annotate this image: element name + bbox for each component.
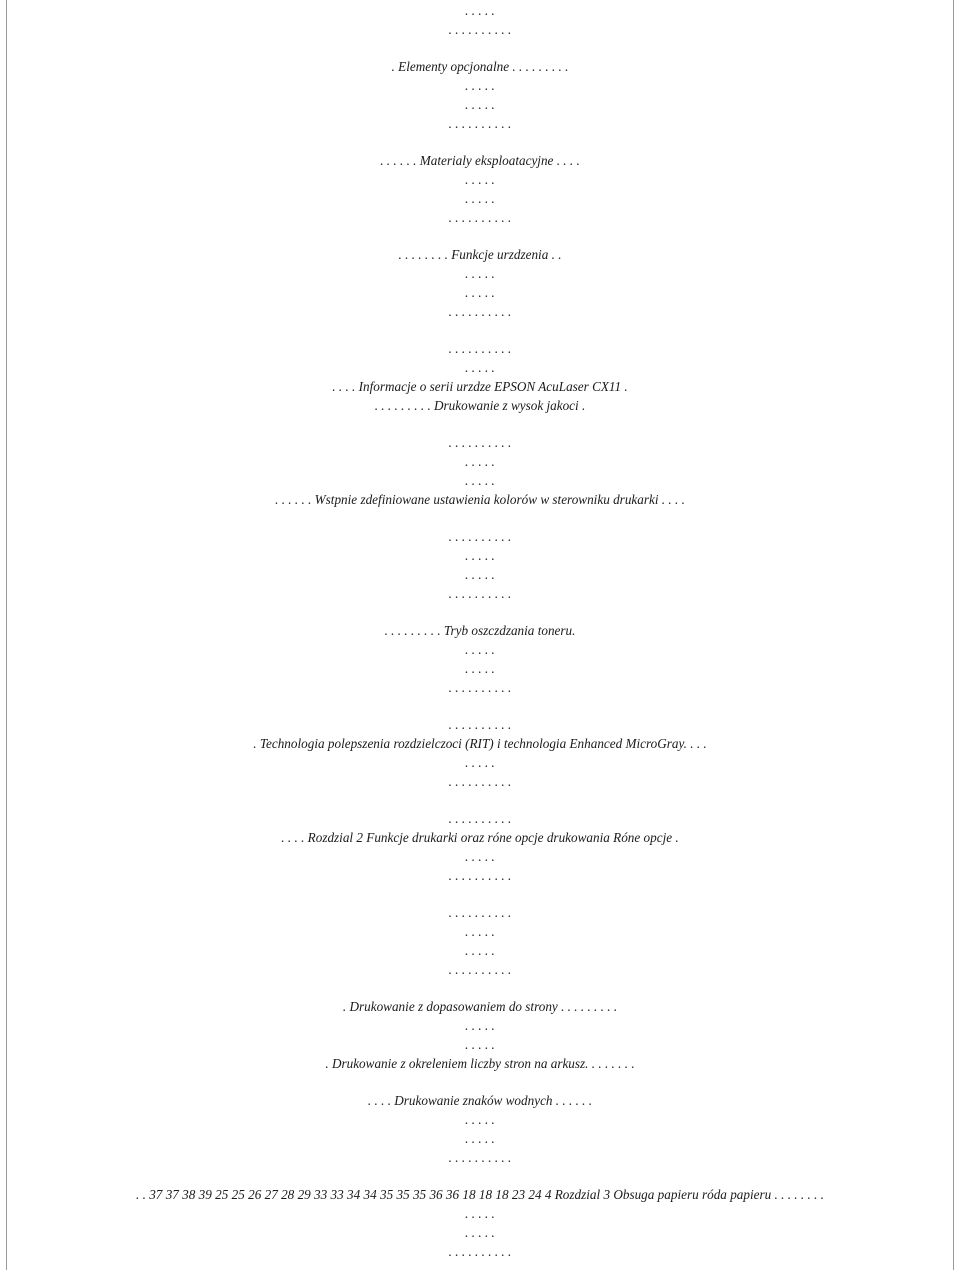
toc-line: . . . . Drukowanie znaków wodnych . . . . . . [367,1093,593,1109]
toc-line: . . . . . [465,642,495,658]
toc-line: . Drukowanie z dopasowaniem do strony . . . . . . . . . [342,999,618,1015]
toc-line: . Elementy opcjonalne . . . . . . . . . [391,59,569,75]
table-of-contents [0,2,960,1261]
toc-line: . . . . . . . . . . [448,867,512,883]
toc-line: . . . . . . . . . . [448,961,512,977]
toc-line: . . . . . . . . . . [448,679,512,695]
toc-line: . . . . . . . . . . [448,905,512,921]
toc-line: . . . . . [465,1130,495,1146]
toc-line: . . . . . . . . . . [448,717,512,733]
toc-line [0,40,960,59]
toc-line: . . . . . [465,1036,495,1052]
toc-line: . . . . . [465,566,495,582]
toc-line: . . . . . . . . . . [448,585,512,601]
toc-line [0,134,960,153]
toc-line: . . . . . . . . . Drukowanie z wysok jakoci . [374,397,586,413]
toc-line [0,228,960,247]
toc-line: . . . . . [465,78,495,94]
toc-line: . . . . . [465,454,495,470]
toc-line: . Technologia polepszenia rozdzielczoci (RIT) i technologia Enhanced MicroGray. . . . [253,736,707,752]
toc-line: . . . . . [465,1018,495,1034]
toc-line: . . . . . . . . . . [448,303,512,319]
toc-line [0,604,960,623]
toc-line: . . . . . [465,266,495,282]
toc-line: . . . . . [465,924,495,940]
toc-line: . . . . . [465,754,495,770]
toc-line: . . . . . [465,360,495,376]
toc-line: . . . . . . . . . Tryb oszczdzania toneru. [384,623,576,639]
toc-line [0,885,960,904]
toc-line [0,697,960,716]
toc-line [0,1167,960,1186]
toc-line: . . . . Rozdzial 2 Funkcje drukarki oraz róne opcje drukowania Róne opcje . [281,830,679,846]
toc-line [0,791,960,810]
toc-line: . Drukowanie z okreleniem liczby stron na arkusz. . . . . . . . [325,1055,635,1071]
toc-line: . . . . . . . . . . [448,1243,512,1259]
toc-line [0,1073,960,1092]
toc-line: . . . . . . . . . . [448,811,512,827]
toc-line: . . . . . [465,848,495,864]
toc-line: . . . . . . Wstpnie zdefiniowane ustawienia kolorów w sterowniku drukarki . . . . [275,491,685,507]
toc-line: . . . . . . Materialy eksploatacyjne . . . . [380,153,580,169]
toc-line: . . . . . . . . . . [448,209,512,225]
toc-line: . . . . . [465,942,495,958]
toc-line: . . . . . [465,548,495,564]
toc-line: . . . . . . . . . . [448,529,512,545]
toc-line: . . . . . . . . . . [448,115,512,131]
toc-line: . . . . . [465,284,495,300]
toc-line: . . . . . [465,96,495,112]
toc-line: . . . . . [465,1224,495,1240]
toc-line [0,416,960,435]
toc-line: . . . . . . . . . . [448,21,512,37]
toc-line: . . . . . [465,190,495,206]
toc-line: . . . . . [465,472,495,488]
toc-line: . . . . . . . . . . [448,435,512,451]
toc-line: . . . . . [465,1206,495,1221]
toc-line: . . 37 37 38 39 25 25 26 27 28 29 33 33 34 34 35 35 35 36 36 18 18 18 23 24 4 Rozdzial 3 Obsuga papieru róda papieru . . . . . . . . [136,1187,824,1203]
toc-line: . . . . Informacje o serii urzdze EPSON AcuLaser CX11 . [332,378,628,394]
toc-line: . . . . . [465,660,495,676]
toc-line [0,979,960,998]
toc-line: . . . . . . . . Funkcje urzdzenia . . [398,247,562,263]
toc-line: . . . . . . . . . . [448,341,512,357]
toc-line [0,322,960,341]
toc-line: . . . . . . . . . . [448,773,512,789]
toc-line: . . . . . [465,172,495,188]
toc-line: . . . . . [465,1112,495,1128]
toc-line: . . . . . [465,3,495,18]
toc-line: . . . . . . . . . . [448,1149,512,1165]
toc-line [0,510,960,529]
